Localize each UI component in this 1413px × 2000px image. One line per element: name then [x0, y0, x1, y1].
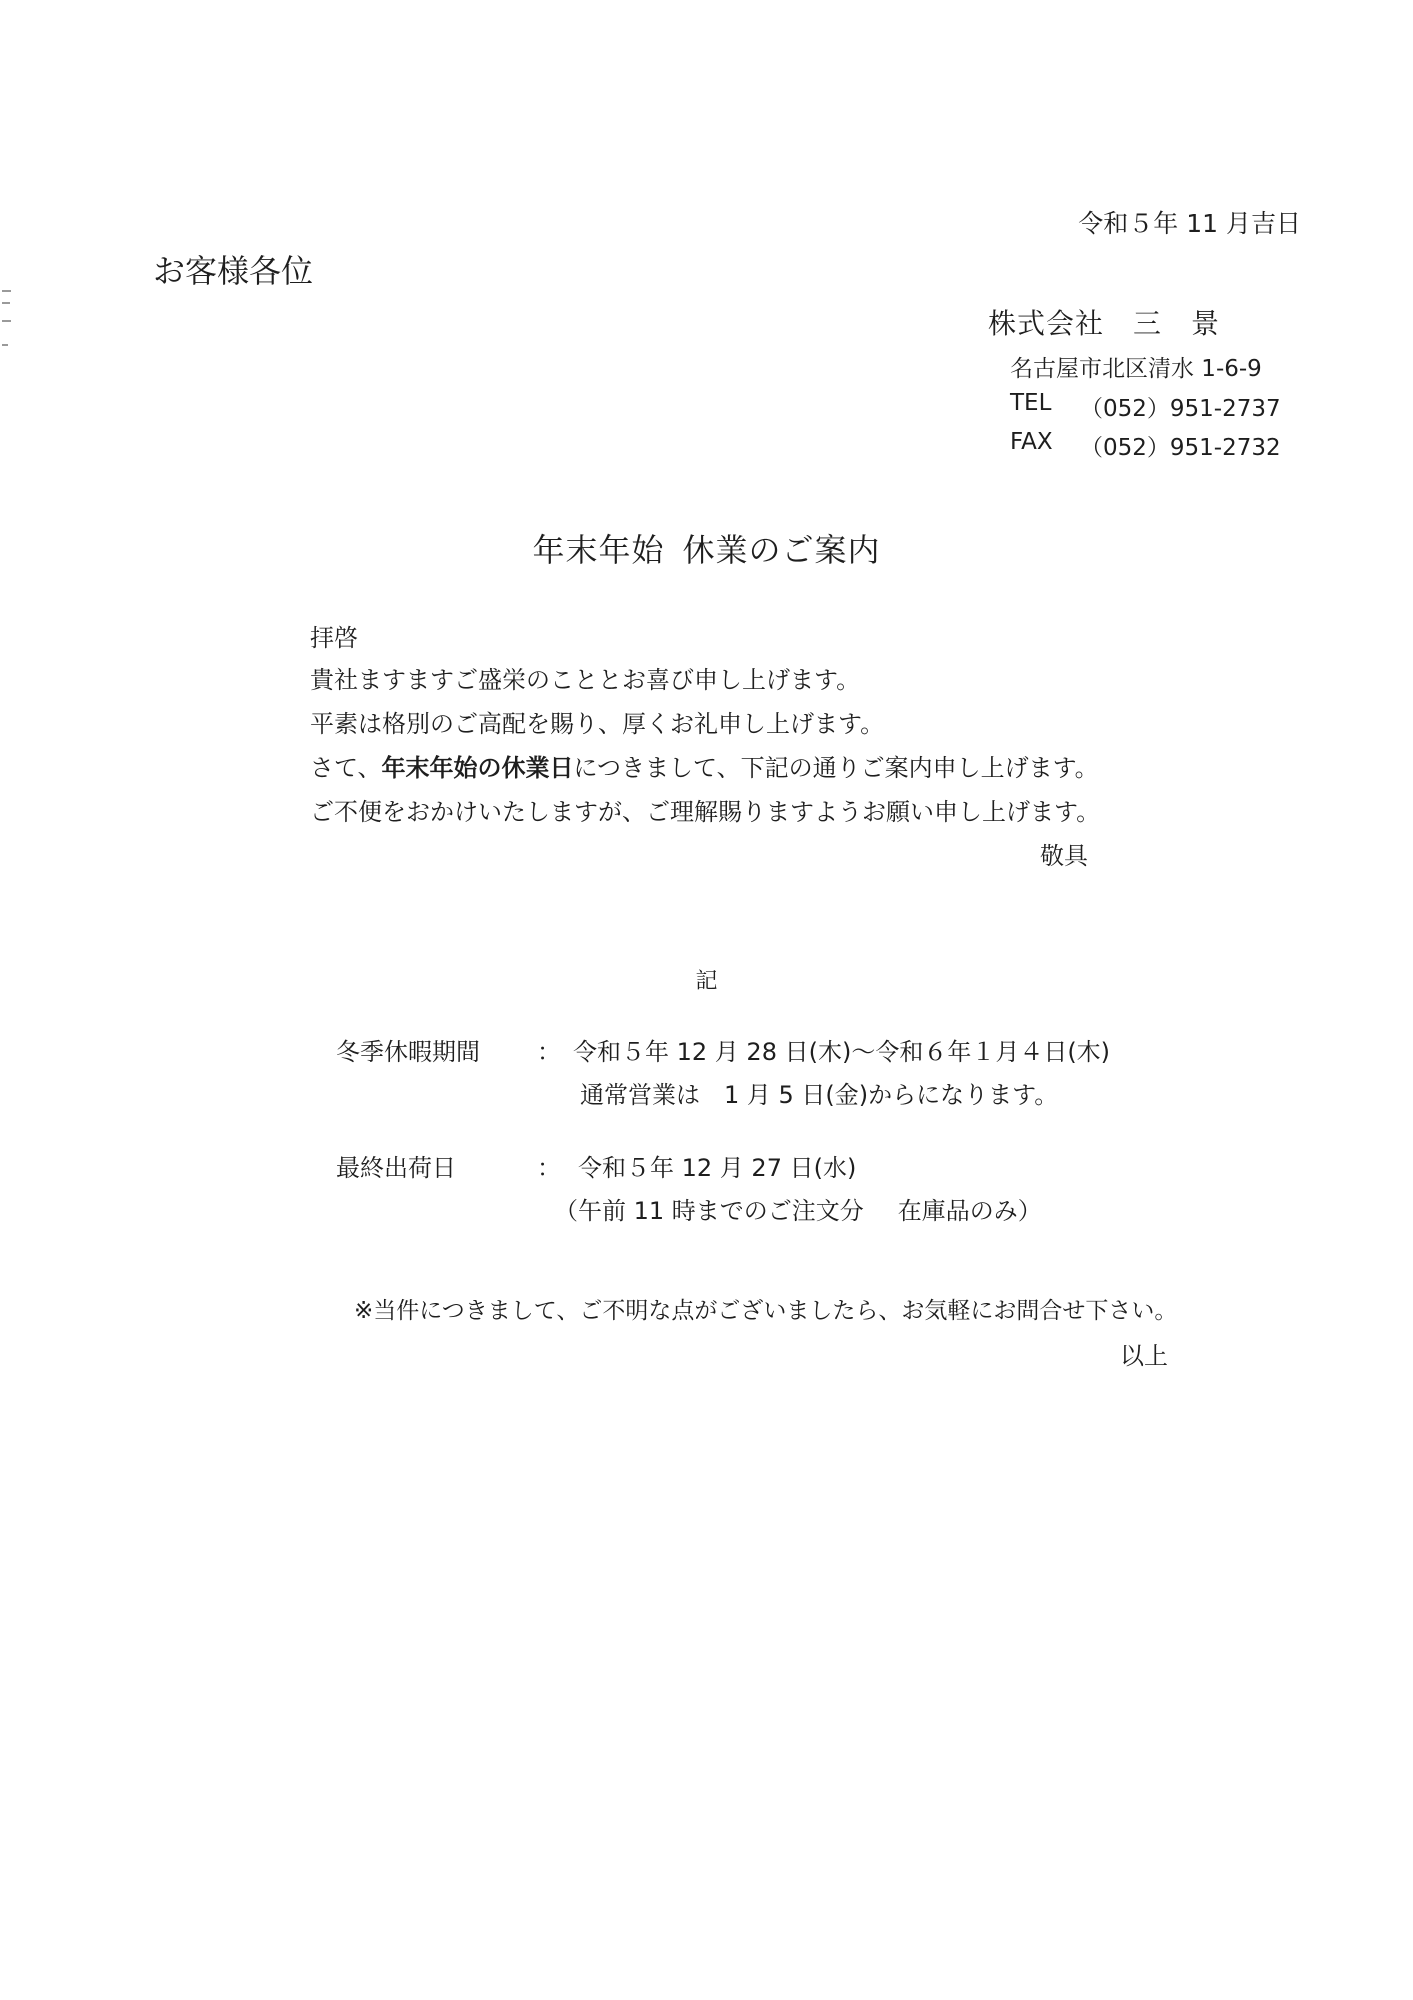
winter-holiday-period: 令和５年 12 月 28 日(木)～令和６年１月４日(木) [573, 1038, 1111, 1066]
last-shipping-note [554, 1191, 1042, 1226]
sender-address: 名古屋市北区清水 1-6-9 [1010, 356, 1262, 382]
last-shipping-date: 令和５年 12 月 27 日(水) [578, 1154, 857, 1182]
letter-date: 令和５年 11 月吉日 [1078, 209, 1301, 238]
winter-holiday-colon: ： [537, 1038, 561, 1066]
tel-number: （052）951-2737 [1080, 396, 1281, 422]
closing-keigu: 敬具 [1040, 842, 1088, 870]
fax-number: （052）951-2732 [1080, 435, 1281, 461]
sender-fax [1010, 429, 1281, 462]
ship-note-part1: （午前 11 時までのご注文分 [554, 1197, 864, 1225]
body-line-1: 貴社ますますご盛栄のこととお喜び申し上げます。 [310, 666, 861, 694]
ki-heading: 記 [695, 969, 718, 994]
greeting: 拝啓 [310, 624, 358, 652]
body-line-3-emphasis: 年末年始の休業日 [381, 754, 574, 782]
body-line-3-post: につきまして、下記の通りご案内申し上げます。 [573, 754, 1099, 782]
letter-title [0, 525, 1413, 571]
fax-label: FAX [1010, 429, 1053, 455]
scan-edge-marks [0, 280, 14, 360]
tel-label: TEL [1010, 390, 1052, 416]
sender-company: 株式会社 三 景 [988, 307, 1221, 340]
body-line-3 [310, 748, 1099, 783]
title-part2: 休業のご案内 [682, 531, 881, 569]
sender-tel [1010, 390, 1281, 423]
ending-ijou: 以上 [1120, 1342, 1168, 1370]
recipient: お客様各位 [153, 252, 314, 290]
body-line-4: ご不便をおかけいたしますが、ご理解賜りますようお願い申し上げます。 [310, 798, 1101, 826]
inquiry-note: ※当件につきまして、ご不明な点がございましたら、お気軽にお問合せ下さい。 [354, 1298, 1178, 1324]
last-shipping-colon: ： [537, 1154, 561, 1182]
body-line-2: 平素は格別のご高配を賜り、厚くお礼申し上げます。 [310, 710, 885, 738]
ship-note-part2: 在庫品のみ） [897, 1197, 1042, 1225]
winter-holiday-label: 冬季休暇期間 [336, 1038, 480, 1066]
title-part1: 年末年始 [532, 531, 665, 569]
regular-business-note: 通常営業は 1 月 5 日(金)からになります。 [580, 1081, 1059, 1109]
body-line-3-pre: さて、 [310, 754, 382, 782]
last-shipping-label: 最終出荷日 [336, 1154, 456, 1182]
